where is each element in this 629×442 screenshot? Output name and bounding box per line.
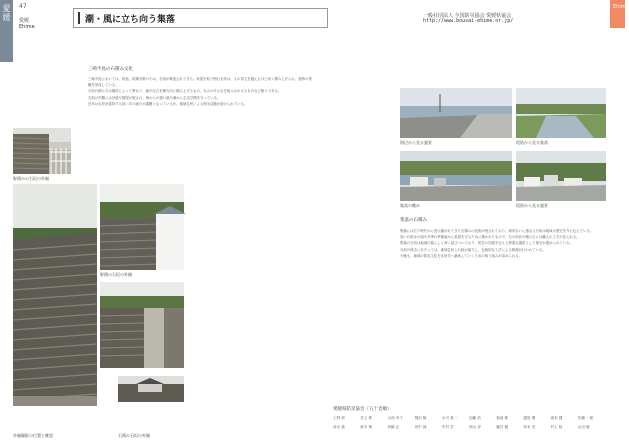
main-paragraph-5: 今後も、地域の防災文化を次世代へ継承していくための取り組みが求められる。 bbox=[400, 253, 523, 258]
page-title-box bbox=[73, 8, 328, 28]
caption-photo-9: 堤防から見る風景 bbox=[516, 203, 548, 208]
member-name: 大西 幸子 bbox=[387, 416, 403, 420]
member-name: 越智 優 bbox=[523, 416, 536, 420]
caption-photo-3: 野積の石垣の外観 bbox=[100, 272, 132, 277]
member-name: 山田 聡 bbox=[577, 425, 590, 429]
section-label-en: Ehime bbox=[19, 24, 35, 30]
main-paragraph-3: 集落の石垣は地域の暮らしと深く結びついており、防災の知恵を伝える貴重な遺産として保全が進められている。 bbox=[400, 241, 573, 246]
member-name: 清水 進 bbox=[333, 425, 345, 429]
section-tab-right bbox=[610, 0, 629, 28]
caption-photo-7: 堤防から見る集落 bbox=[516, 140, 548, 145]
member-name: 岡田 隆 bbox=[414, 416, 427, 420]
member-name: 鈴木 理 bbox=[360, 425, 373, 429]
intro-body bbox=[88, 76, 313, 107]
organization-label: 一般社団法人 全国防災協会 愛媛県協会 bbox=[423, 13, 512, 19]
page-title: 潮・風に立ち向う集落 bbox=[85, 15, 176, 25]
member-name: 高橋 正 bbox=[387, 425, 400, 429]
member-name: 藤井 徹 bbox=[496, 425, 509, 429]
intro-heading: 三崎半島の石積み文化 bbox=[88, 67, 133, 72]
member-name: 田中 誠 bbox=[414, 425, 427, 429]
member-name: 中村 学 bbox=[441, 425, 454, 429]
member-name: 松本 亮 bbox=[523, 425, 536, 429]
member-name: 西山 淳 bbox=[469, 425, 481, 429]
photo-house-on-wall bbox=[118, 376, 184, 402]
section-label-jp: 愛媛 bbox=[19, 18, 30, 24]
caption-photo-2: 外観撮影の位置と眺望 bbox=[13, 433, 53, 438]
caption-photo-5: 石積み石垣の外観 bbox=[118, 433, 150, 438]
intro-paragraph-4: 近年は石垣を維持する担い手の減少が課題となっているが、地域住民による保全活動が続けられている。 bbox=[88, 101, 248, 106]
main-paragraph-2: 高い石垣は台風や冬季の季節風から家屋を守るために築かれたもので、石の形状や積み方には職人の工夫が見られる。 bbox=[400, 235, 580, 240]
members-list bbox=[333, 416, 603, 430]
member-name: 小川 真一 bbox=[441, 416, 458, 420]
caption-photo-8: 集落の眺め bbox=[400, 203, 420, 208]
member-name: 加藤 浩 bbox=[469, 416, 481, 420]
main-paragraph-4: 石垣の保全にあたっては、地域住民と行政が協力し、伝統的な工法による修復が行われている。 bbox=[400, 247, 546, 252]
photo-canal-fields bbox=[516, 88, 606, 138]
main-body bbox=[400, 228, 606, 259]
page-number: 47 bbox=[19, 3, 27, 10]
intro-paragraph-3: 石垣の内側には母屋や納屋が配され、海からの強い風や潮から生活空間を守っている。 bbox=[88, 95, 221, 100]
title-accent-bar bbox=[78, 12, 80, 24]
photo-wall-with-building bbox=[100, 184, 184, 270]
intro-paragraph-2: 石垣の積み方は場所によって異なり、扁平な石を横方向に積み上げるもの、丸みのある石を組み合わせるものなど様々である。 bbox=[88, 89, 282, 94]
section-tab-left-label: 愛媛 bbox=[2, 4, 11, 22]
intro-paragraph-1: 三崎半島においては、防風、防潮対策のため、石垣が築造されてきた。家屋を取り囲む石垣は、人の背丈を越えるほど高く積み上げられ、独特の景観を形成している。 bbox=[88, 77, 312, 88]
main-paragraph-1: 集落には江戸時代から受け継がれてきた石積みの技術が残されており、海岸沿いに連なる石垣は地域の歴史を今に伝えている。 bbox=[400, 229, 594, 233]
photo-coastal-village bbox=[516, 151, 606, 201]
organization-url[interactable]: http://www.bousai-ehime.or.jp/ bbox=[423, 18, 514, 24]
caption-photo-1: 野積みの石垣の外観 bbox=[13, 176, 49, 181]
member-name: 村上 稔 bbox=[550, 425, 563, 429]
section-tab-right-label: Ehime bbox=[613, 4, 629, 10]
photo-large-stone-wall bbox=[13, 184, 97, 406]
members-title: 愛媛県防災協会（五十音順） bbox=[333, 407, 392, 412]
caption-photo-6: 海辺から見る風景 bbox=[400, 140, 432, 145]
main-heading: 集落の石積み bbox=[400, 218, 427, 223]
photo-harbor-houses bbox=[400, 151, 512, 201]
photo-alley-wall bbox=[100, 282, 184, 368]
member-name: 坂本 健 bbox=[550, 416, 563, 420]
member-name: 佐藤 一郎 bbox=[577, 416, 594, 420]
photo-seawall-road bbox=[400, 88, 512, 138]
photo-stone-wall-fence bbox=[13, 128, 71, 174]
member-name: 井上 伸 bbox=[360, 416, 373, 420]
member-name: 上野 彰 bbox=[333, 416, 345, 420]
section-tab-left bbox=[0, 0, 13, 62]
member-name: 菊池 修 bbox=[496, 416, 509, 420]
